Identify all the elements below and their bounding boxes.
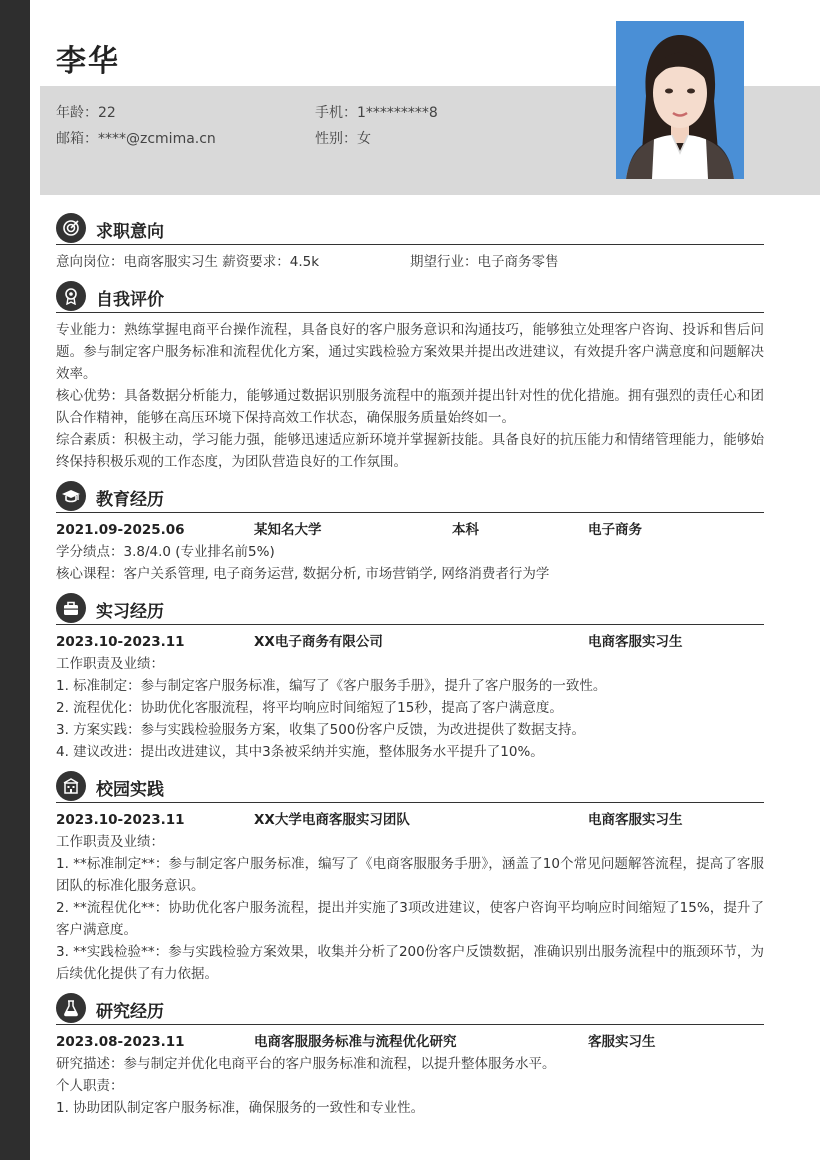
internship-detail: 1. 标准制定：参与制定客户服务标准，编写了《客户服务手册》，提升了客户服务的一致性。 <box>56 678 607 694</box>
education-detail: 学分绩点：3.8/4.0 (专业排名前5%) <box>56 544 275 560</box>
section-header <box>56 992 764 1025</box>
phone-info: 手机：1*********8 <box>315 105 438 121</box>
research-detail: 个人职责： <box>56 1078 124 1094</box>
section-header <box>56 770 764 803</box>
internship-detail: 工作职责及业绩： <box>56 656 164 672</box>
left-sidebar-strip <box>0 0 30 1160</box>
research-detail: 1. 协助团队制定客户服务标准，确保服务的一致性和专业性。 <box>56 1100 425 1116</box>
expected-industry: 期望行业：电子商务零售 <box>410 254 559 270</box>
research-role: 客服实习生 <box>588 1034 656 1050</box>
resume-content <box>56 212 764 1126</box>
education-period: 2021.09-2025.06 <box>56 522 185 538</box>
resume-header <box>40 0 820 195</box>
campus-detail: 1. **标准制定**：参与制定客户服务标准，编写了《电商客服服务手册》，涵盖了10个常见问题解答流程，提高了客服团队的标准化服务意识。 <box>56 856 764 894</box>
section-campus-practice <box>56 770 764 985</box>
organization-name: XX大学电商客服实习团队 <box>254 812 410 828</box>
building-icon <box>56 771 86 801</box>
section-header <box>56 212 764 245</box>
campus-detail: 工作职责及业绩： <box>56 834 164 850</box>
section-self-evaluation <box>56 280 764 473</box>
section-job-intent <box>56 212 764 273</box>
self-eval-paragraph: 专业能力：熟练掌握电商平台操作流程，具备良好的客户服务意识和沟通技巧，能够独立处理客户咨询、投诉和售后问题。参与制定客户服务标准和流程优化方案，通过实践检验方案效果并提出改进建议，有效提升客户满意度和问题解决效率。 <box>56 322 764 382</box>
candidate-name: 李华 <box>56 44 120 79</box>
campus-role: 电商客服实习生 <box>588 812 683 828</box>
self-eval-paragraph: 核心优势：具备数据分析能力，能够通过数据识别服务流程中的瓶颈并提出针对性的优化措施。拥有强烈的责任心和团队合作精神，能够在高压环境下保持高效工作状态，确保服务质量始终如一。 <box>56 388 764 426</box>
campus-row <box>56 809 764 831</box>
internship-detail: 2. 流程优化：协助优化客服流程，将平均响应时间缩短了15秒，提高了客户满意度。 <box>56 700 563 716</box>
section-title: 教育经历 <box>96 490 164 510</box>
profile-photo <box>616 21 744 179</box>
campus-detail: 3. **实践检验**：参与实践检验方案效果，收集并分析了200份客户反馈数据，准确识别出服务流程中的瓶颈环节，为后续优化提供了有力依据。 <box>56 944 764 982</box>
section-title: 自我评价 <box>96 290 164 310</box>
section-title: 求职意向 <box>96 222 164 242</box>
section-header <box>56 280 764 313</box>
gender-info: 性别：女 <box>315 131 371 147</box>
internship-row <box>56 631 764 653</box>
briefcase-icon <box>56 593 86 623</box>
section-title: 校园实践 <box>96 780 164 800</box>
position-salary: 意向岗位：电商客服实习生 薪资要求：4.5k <box>56 254 320 270</box>
campus-detail: 2. **流程优化**：协助优化客户服务流程，提出并实施了3项改进建议，使客户咨询平均响应时间缩短了15%，提升了客户满意度。 <box>56 900 764 938</box>
research-detail: 研究描述：参与制定并优化电商平台的客户服务标准和流程，以提升整体服务水平。 <box>56 1056 556 1072</box>
email-info: 邮箱：****@zcmima.cn <box>56 131 216 147</box>
medal-icon <box>56 281 86 311</box>
education-row <box>56 519 764 541</box>
section-title: 研究经历 <box>96 1002 164 1022</box>
section-header <box>56 480 764 513</box>
internship-role: 电商客服实习生 <box>588 634 683 650</box>
target-icon <box>56 213 86 243</box>
graduation-cap-icon <box>56 481 86 511</box>
campus-period: 2023.10-2023.11 <box>56 812 185 828</box>
research-period: 2023.08-2023.11 <box>56 1034 185 1050</box>
self-eval-paragraph: 综合素质：积极主动，学习能力强，能够迅速适应新环境并掌握新技能。具备良好的抗压能力和情绪管理能力，能够始终保持积极乐观的工作态度，为团队营造良好的工作氛围。 <box>56 432 764 470</box>
section-research <box>56 992 764 1119</box>
section-header <box>56 592 764 625</box>
education-detail: 核心课程：客户关系管理, 电子商务运营, 数据分析, 市场营销学, 网络消费者行为学 <box>56 566 550 582</box>
flask-icon <box>56 993 86 1023</box>
project-name: 电商客服服务标准与流程优化研究 <box>254 1034 457 1050</box>
internship-detail: 4. 建议改进：提出改进建议，其中3条被采纳并实施，整体服务水平提升了10%。 <box>56 744 544 760</box>
major: 电子商务 <box>588 522 642 538</box>
section-education <box>56 480 764 585</box>
company-name: XX电子商务有限公司 <box>254 634 383 650</box>
research-row <box>56 1031 764 1053</box>
intent-row <box>56 251 764 273</box>
portrait-illustration <box>616 21 744 179</box>
age-info: 年龄：22 <box>56 105 116 121</box>
section-title: 实习经历 <box>96 602 164 622</box>
section-internship <box>56 592 764 763</box>
degree: 本科 <box>452 522 479 538</box>
internship-detail: 3. 方案实践：参与实践检验服务方案，收集了500份客户反馈，为改进提供了数据支持。 <box>56 722 585 738</box>
internship-period: 2023.10-2023.11 <box>56 634 185 650</box>
school-name: 某知名大学 <box>254 522 322 538</box>
